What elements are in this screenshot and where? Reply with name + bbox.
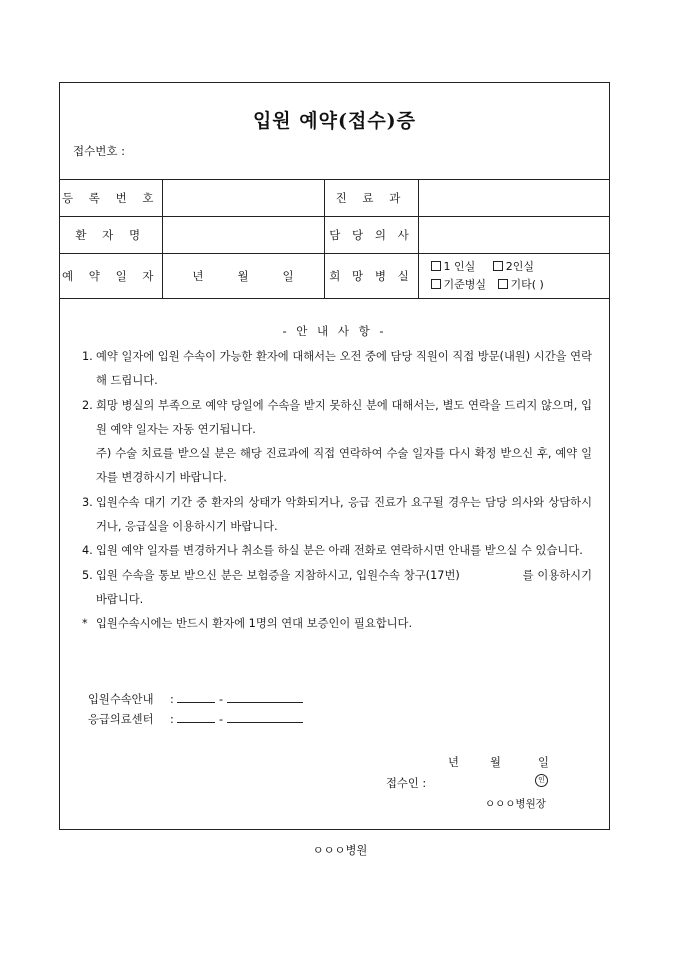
date-month: 월 bbox=[237, 269, 249, 283]
receiver-label: 접수인 : bbox=[386, 777, 427, 790]
sign-day: 일 bbox=[538, 756, 549, 769]
doctor-label: 담 당 의 사 bbox=[324, 217, 418, 254]
emergency-contact-label: 응급의료센터 bbox=[88, 713, 154, 726]
list-item: 2. 희망 병실의 부족으로 예약 당일에 수속을 받지 못하신 분에 대해서는, 별도 연락을 드리지 않으며, 입원 예약 일자는 자동 연기됩니다. bbox=[82, 398, 592, 436]
phone-number-line[interactable] bbox=[227, 692, 303, 703]
table-row bbox=[60, 180, 609, 217]
checkbox-icon[interactable] bbox=[431, 261, 441, 271]
table-row bbox=[60, 254, 609, 299]
patient-name-field[interactable] bbox=[162, 217, 324, 254]
dept-label: 진 료 과 bbox=[324, 180, 418, 217]
admission-reservation-form bbox=[59, 82, 610, 830]
sign-month: 월 bbox=[490, 756, 501, 769]
hospital-director: ㅇㅇㅇ병원장 bbox=[485, 798, 546, 810]
checkbox-icon[interactable] bbox=[493, 261, 503, 271]
doctor-field[interactable] bbox=[418, 217, 609, 254]
room-option-standard[interactable]: 기준병실 bbox=[431, 276, 487, 294]
room-option-2[interactable]: 2인실 bbox=[493, 258, 534, 276]
reservation-date-label: 예 약 일 자 bbox=[60, 254, 162, 299]
phone-prefix-line[interactable] bbox=[177, 712, 215, 723]
room-option-other[interactable]: 기타( ) bbox=[498, 276, 544, 294]
receipt-number-label: 접수번호 : bbox=[73, 144, 125, 158]
list-item: 3. 입원수속 대기 기간 중 환자의 상태가 악화되거나, 응급 진료가 요구될 경우는 담당 의사와 상담하시거나, 응급실을 이용하시기 바랍니다. bbox=[82, 495, 592, 534]
patient-info-table bbox=[60, 179, 609, 299]
list-item: 주) 수술 치료를 받으실 분은 해당 진료과에 직접 연락하여 수술 일자를 다시 확정 받으신 후, 예약 일자를 변경하시기 바랍니다. bbox=[96, 447, 592, 485]
sign-year: 년 bbox=[448, 756, 459, 769]
patient-name-label: 환 자 명 bbox=[60, 217, 162, 254]
room-options bbox=[418, 254, 609, 299]
notice-heading: - 안 내 사 항 - bbox=[282, 324, 387, 338]
reg-no-label: 등 록 번 호 bbox=[60, 180, 162, 217]
admission-contact-label: 입원수속안내 bbox=[88, 693, 154, 706]
list-item: 5. 입원 수속을 통보 받으신 분은 보험증을 지참하시고, 입원수속 창구(17번) 를 이용하시기 바랍니다. bbox=[82, 568, 596, 606]
form-title: 입원 예약(접수)증 bbox=[252, 110, 417, 132]
notice-list bbox=[82, 345, 596, 637]
list-item: * 입원수속시에는 반드시 환자에 1명의 연대 보증인이 필요합니다. bbox=[82, 617, 413, 631]
date-year: 년 bbox=[192, 269, 204, 283]
contact-block bbox=[88, 690, 303, 730]
phone-prefix-line[interactable] bbox=[177, 692, 215, 703]
list-item: 4. 입원 예약 일자를 변경하거나 취소를 하실 분은 아래 전화로 연락하시면 안내를 받으실 수 있습니다. bbox=[82, 544, 583, 558]
emergency-contact-row: 응급의료센터 : - bbox=[88, 710, 303, 730]
reservation-date-field[interactable] bbox=[162, 254, 324, 299]
checkbox-icon[interactable] bbox=[498, 279, 508, 289]
admission-contact-row: 입원수속안내 : - bbox=[88, 690, 303, 710]
reg-no-field[interactable] bbox=[162, 180, 324, 217]
room-label: 희 망 병 실 bbox=[324, 254, 418, 299]
seal-icon: 인 bbox=[535, 774, 548, 787]
room-option-1[interactable]: 1 인실 bbox=[431, 258, 476, 276]
phone-number-line[interactable] bbox=[227, 712, 303, 723]
date-day: 일 bbox=[282, 269, 294, 283]
list-item: 1. 예약 일자에 입원 수속이 가능한 환자에 대해서는 오전 중에 담당 직원이 직접 방문(내원) 시간을 연락해 드립니다. bbox=[82, 350, 592, 388]
hospital-name-footer: ㅇㅇㅇ병원 bbox=[312, 844, 368, 857]
checkbox-icon[interactable] bbox=[431, 279, 441, 289]
dept-field[interactable] bbox=[418, 180, 609, 217]
table-row bbox=[60, 217, 609, 254]
